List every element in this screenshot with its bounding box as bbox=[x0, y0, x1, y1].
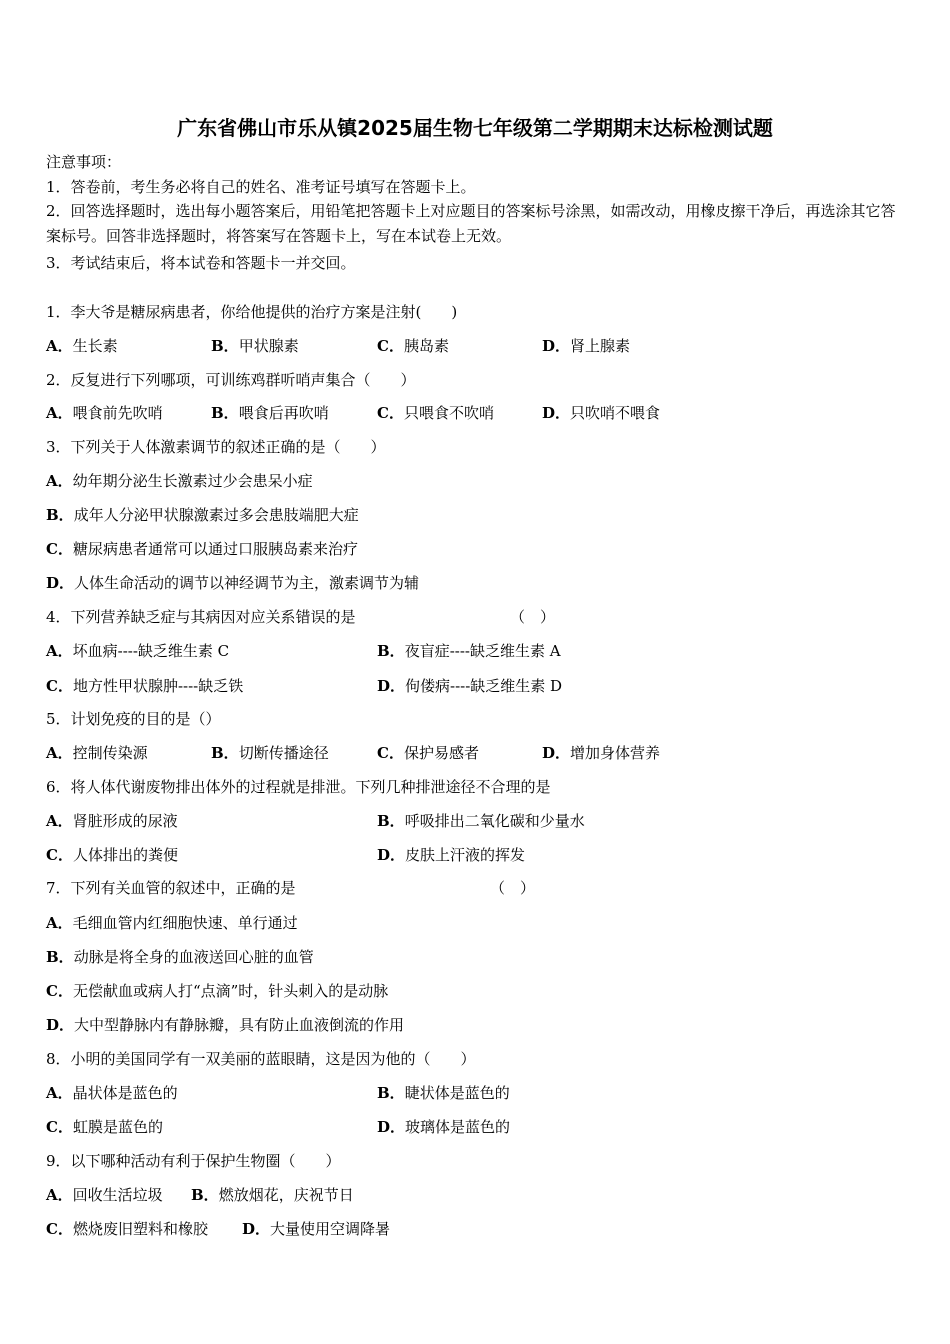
option-text: 夜盲症----缺乏维生素 A bbox=[404, 642, 561, 660]
option-text: 生长素 bbox=[72, 337, 118, 355]
option-text: 只吹哨不喂食 bbox=[570, 404, 661, 422]
option-label: D． bbox=[377, 1118, 406, 1136]
option-text: 皮肤上汗液的挥发 bbox=[405, 846, 526, 864]
option-text: 晶状体是蓝色的 bbox=[72, 1084, 178, 1102]
option-label: A． bbox=[46, 744, 73, 762]
notice-item-3: 3．考试结束后，将本试卷和答题卡一并交回。 bbox=[46, 254, 356, 272]
question-1-option-b[interactable] bbox=[211, 336, 299, 356]
option-label: B． bbox=[377, 812, 405, 830]
option-text: 保护易感者 bbox=[403, 744, 479, 762]
option-label: C． bbox=[377, 404, 404, 422]
option-label: B． bbox=[211, 744, 239, 762]
option-text: 燃烧废旧塑料和橡胶 bbox=[72, 1220, 208, 1238]
option-label: C． bbox=[46, 846, 73, 864]
option-label: C． bbox=[46, 540, 73, 558]
option-text: 燃放烟花，庆祝节日 bbox=[218, 1186, 354, 1204]
option-text: 毛细血管内红细胞快速、单行通过 bbox=[72, 914, 298, 932]
option-label: D． bbox=[242, 1220, 271, 1238]
option-label: C． bbox=[377, 744, 404, 762]
option-text: 糖尿病患者通常可以通过口服胰岛素来治疗 bbox=[72, 540, 358, 558]
option-label: C． bbox=[46, 1220, 73, 1238]
option-label: A． bbox=[46, 1084, 73, 1102]
question-6-option-a[interactable] bbox=[46, 811, 178, 831]
option-label: C． bbox=[46, 1118, 73, 1136]
option-text: 大中型静脉内有静脉瓣，具有防止血液倒流的作用 bbox=[74, 1016, 405, 1034]
question-4-answer-paren: （ ） bbox=[510, 608, 556, 626]
option-text: 坏血病----缺乏维生素 C bbox=[72, 642, 230, 660]
option-text: 甲状腺素 bbox=[238, 337, 299, 355]
question-2-option-b[interactable] bbox=[211, 403, 329, 423]
option-text: 喂食前先吹哨 bbox=[72, 404, 163, 422]
notice-item-1: 1．答卷前，考生务必将自己的姓名、准考证号填写在答题卡上。 bbox=[46, 178, 476, 196]
option-label: D． bbox=[46, 1016, 75, 1034]
option-label: B． bbox=[211, 404, 239, 422]
option-text: 动脉是将全身的血液送回心脏的血管 bbox=[73, 948, 314, 966]
option-text: 幼年期分泌生长激素过少会患呆小症 bbox=[72, 472, 313, 490]
option-label: D． bbox=[377, 677, 406, 695]
option-label: B． bbox=[211, 337, 239, 355]
option-text: 玻璃体是蓝色的 bbox=[405, 1118, 511, 1136]
option-label: D． bbox=[46, 574, 75, 592]
option-label: B． bbox=[377, 642, 405, 660]
question-5-option-b[interactable] bbox=[211, 743, 329, 763]
option-text: 增加身体营养 bbox=[570, 744, 661, 762]
question-1-option-c[interactable] bbox=[377, 336, 449, 356]
option-label: B． bbox=[46, 948, 74, 966]
option-text: 人体生命活动的调节以神经调节为主，激素调节为辅 bbox=[74, 574, 420, 592]
option-label: A． bbox=[46, 812, 73, 830]
question-1-option-a[interactable] bbox=[46, 336, 118, 356]
option-label: B． bbox=[191, 1186, 219, 1204]
question-3-option-a[interactable] bbox=[46, 471, 313, 491]
option-text: 睫状体是蓝色的 bbox=[404, 1084, 510, 1102]
question-6-option-c[interactable] bbox=[46, 845, 178, 865]
question-7-option-b[interactable] bbox=[46, 947, 314, 967]
question-1-stem: 1．李大爷是糖尿病患者，你给他提供的治疗方案是注射( ) bbox=[46, 303, 458, 321]
question-4-option-d[interactable] bbox=[377, 676, 562, 696]
question-2-stem: 2．反复进行下列哪项，可训练鸡群听哨声集合（ ） bbox=[46, 371, 416, 389]
option-text: 切断传播途径 bbox=[238, 744, 329, 762]
question-8-option-d[interactable] bbox=[377, 1117, 510, 1137]
option-label: D． bbox=[542, 744, 571, 762]
question-5-option-a[interactable] bbox=[46, 743, 148, 763]
option-label: B． bbox=[46, 506, 74, 524]
option-label: A． bbox=[46, 404, 73, 422]
question-7-option-a[interactable] bbox=[46, 913, 298, 933]
question-2-option-d[interactable] bbox=[542, 403, 660, 423]
option-label: A． bbox=[46, 337, 73, 355]
option-label: C． bbox=[46, 982, 73, 1000]
option-label: D． bbox=[542, 337, 571, 355]
notice-item-2: 2．回答选择题时，选出每小题答案后，用铅笔把答题卡上对应题目的答案标号涂黑，如需改动，用橡皮擦干净后，再选涂其它答案标号。回答非选择题时，将答案写在答题卡上，写在本试卷上无效。 bbox=[46, 202, 896, 245]
option-text: 大量使用空调降暑 bbox=[270, 1220, 391, 1238]
option-text: 肾脏形成的尿液 bbox=[72, 812, 178, 830]
question-4-stem: 4．下列营养缺乏症与其病因对应关系错误的是 bbox=[46, 608, 356, 626]
question-3-option-b[interactable] bbox=[46, 505, 359, 525]
question-4-option-b[interactable] bbox=[377, 641, 561, 661]
option-text: 成年人分泌甲状腺激素过多会患肢端肥大症 bbox=[73, 506, 359, 524]
question-6-stem: 6．将人体代谢废物排出体外的过程就是排泄。下列几种排泄途径不合理的是 bbox=[46, 778, 551, 796]
question-1-option-d[interactable] bbox=[542, 336, 630, 356]
option-label: C． bbox=[46, 677, 73, 695]
option-label: A． bbox=[46, 1186, 73, 1204]
option-label: A． bbox=[46, 472, 73, 490]
option-label: A． bbox=[46, 642, 73, 660]
option-text: 呼吸排出二氧化碳和少量水 bbox=[404, 812, 585, 830]
option-label: C． bbox=[377, 337, 404, 355]
exam-title: 广东省佛山市乐从镇2025届生物七年级第二学期期末达标检测试题 bbox=[177, 116, 773, 140]
option-text: 控制传染源 bbox=[72, 744, 148, 762]
question-7-answer-paren: （ ） bbox=[490, 879, 536, 897]
question-7-option-d[interactable] bbox=[46, 1015, 404, 1035]
question-7-option-c[interactable] bbox=[46, 981, 388, 1001]
question-2-option-c[interactable] bbox=[377, 403, 494, 423]
question-3-option-d[interactable] bbox=[46, 573, 419, 593]
option-text: 虹膜是蓝色的 bbox=[72, 1118, 163, 1136]
option-text: 只喂食不吹哨 bbox=[403, 404, 494, 422]
option-label: B． bbox=[377, 1084, 405, 1102]
question-5-stem: 5．计划免疫的目的是（） bbox=[46, 710, 221, 728]
question-9-stem: 9．以下哪种活动有利于保护生物圈（ ） bbox=[46, 1152, 341, 1170]
question-9-option-d[interactable] bbox=[242, 1219, 390, 1239]
question-6-option-b[interactable] bbox=[377, 811, 585, 831]
notice-heading: 注意事项： bbox=[46, 153, 122, 171]
option-label: D． bbox=[542, 404, 571, 422]
option-text: 肾上腺素 bbox=[570, 337, 631, 355]
option-text: 回收生活垃圾 bbox=[72, 1186, 163, 1204]
question-5-option-d[interactable] bbox=[542, 743, 660, 763]
option-text: 佝偻病----缺乏维生素 D bbox=[405, 677, 563, 695]
option-text: 胰岛素 bbox=[403, 337, 449, 355]
option-label: A． bbox=[46, 914, 73, 932]
option-text: 地方性甲状腺肿----缺乏铁 bbox=[72, 677, 244, 695]
question-3-option-c[interactable] bbox=[46, 539, 358, 559]
question-9-option-a[interactable] bbox=[46, 1185, 163, 1205]
question-6-option-d[interactable] bbox=[377, 845, 525, 865]
question-3-stem: 3．下列关于人体激素调节的叙述正确的是（ ） bbox=[46, 438, 386, 456]
question-9-option-b[interactable] bbox=[191, 1185, 354, 1205]
question-8-option-b[interactable] bbox=[377, 1083, 510, 1103]
question-7-stem: 7．下列有关血管的叙述中，正确的是 bbox=[46, 879, 296, 897]
question-9-option-c[interactable] bbox=[46, 1219, 208, 1239]
question-4-option-a[interactable] bbox=[46, 641, 229, 661]
question-8-stem: 8．小明的美国同学有一双美丽的蓝眼睛，这是因为他的（ ） bbox=[46, 1050, 476, 1068]
question-2-option-a[interactable] bbox=[46, 403, 163, 423]
option-text: 人体排出的粪便 bbox=[72, 846, 178, 864]
option-text: 喂食后再吹哨 bbox=[238, 404, 329, 422]
option-label: D． bbox=[377, 846, 406, 864]
question-8-option-a[interactable] bbox=[46, 1083, 178, 1103]
question-8-option-c[interactable] bbox=[46, 1117, 163, 1137]
question-4-option-c[interactable] bbox=[46, 676, 243, 696]
option-text: 无偿献血或病人打“点滴”时，针头刺入的是动脉 bbox=[72, 982, 389, 1000]
question-5-option-c[interactable] bbox=[377, 743, 479, 763]
